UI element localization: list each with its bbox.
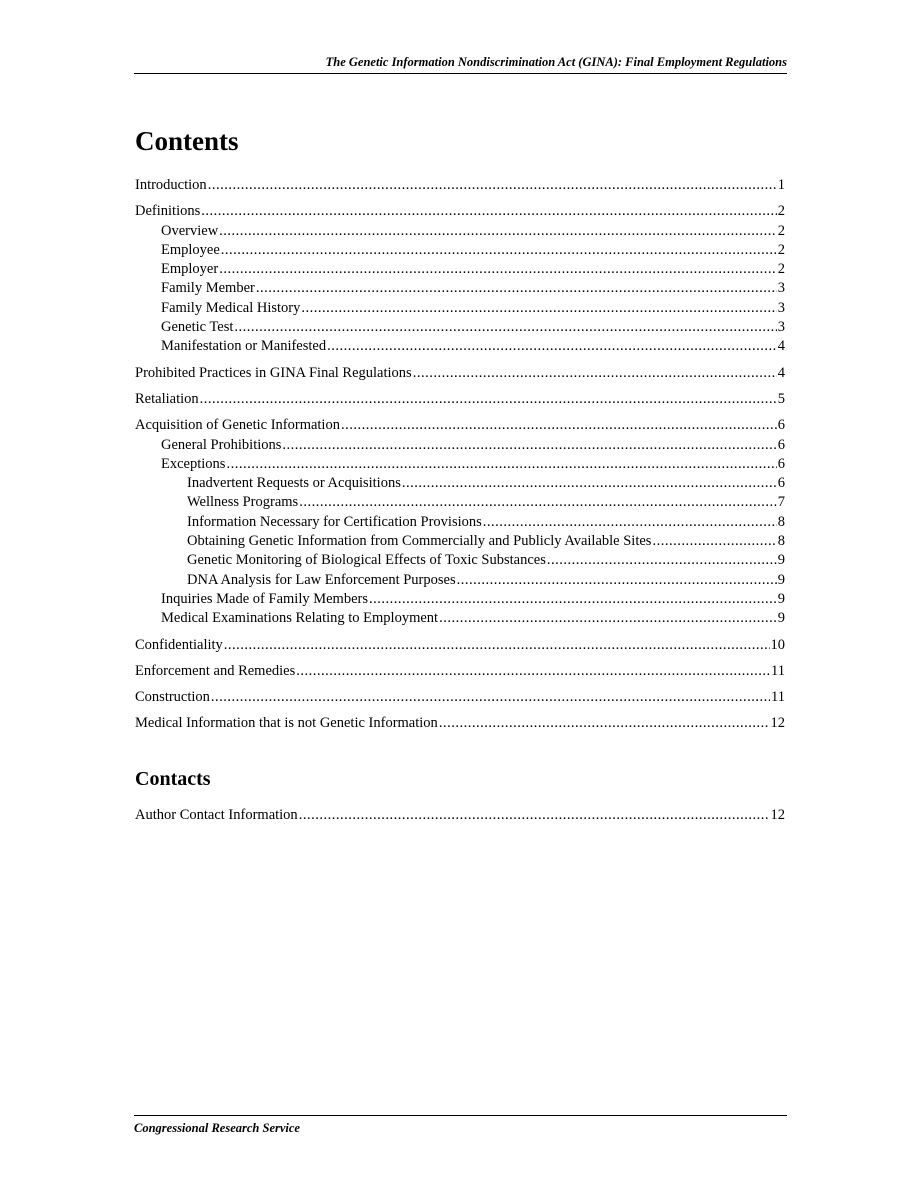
toc-entry-label: Retaliation [135, 390, 199, 407]
toc-entry-label: Genetic Monitoring of Biological Effects of Toxic Substances [187, 552, 546, 569]
dot-leader [224, 636, 770, 655]
toc-entry[interactable] [135, 590, 785, 609]
toc-entry-page-number: 6 [777, 455, 785, 472]
dot-leader [296, 662, 770, 681]
contents-heading: Contents [135, 126, 239, 156]
dot-leader [299, 493, 777, 512]
toc-entry-label: Overview [161, 222, 219, 239]
toc-entry[interactable] [135, 176, 785, 195]
toc-entry-label: Employee [161, 241, 220, 258]
toc-entry[interactable] [135, 493, 785, 512]
dot-leader [439, 714, 770, 733]
dot-leader [201, 202, 777, 221]
toc-entry[interactable] [135, 609, 785, 628]
dot-leader [256, 279, 777, 298]
toc-entry[interactable] [135, 337, 785, 356]
toc-entry-label: Wellness Programs [187, 494, 299, 511]
dot-leader [219, 222, 777, 241]
toc-entry-label: DNA Analysis for Law Enforcement Purposes [187, 571, 456, 588]
toc-entry-page-number: 8 [777, 533, 785, 550]
toc-entry[interactable] [135, 571, 785, 590]
toc-entry-label: Definitions [135, 203, 201, 220]
toc-entry-page-number: 8 [777, 513, 785, 530]
toc-entry-label: Employer [161, 261, 219, 278]
toc-entry-label: Information Necessary for Certification Provisions [187, 513, 482, 530]
contacts-list [135, 806, 785, 825]
dot-leader [327, 337, 777, 356]
toc-entry[interactable] [135, 416, 785, 435]
dot-leader [652, 532, 776, 551]
toc-entry-page-number: 2 [777, 241, 785, 258]
toc-entry[interactable] [135, 279, 785, 298]
toc-entry[interactable] [135, 299, 785, 318]
toc-entry-page-number: 9 [777, 571, 785, 588]
dot-leader [413, 364, 777, 383]
toc-entry[interactable] [135, 513, 785, 532]
toc-entry-page-number: 3 [777, 319, 785, 336]
toc-entry[interactable] [135, 436, 785, 455]
toc-entry-label: Construction [135, 689, 210, 706]
toc-entry-label: General Prohibitions [161, 436, 282, 453]
toc-entry-page-number: 1 [777, 177, 785, 193]
toc-entry-page-number: 2 [777, 261, 785, 278]
dot-leader [301, 299, 776, 318]
toc-entry[interactable] [135, 260, 785, 279]
toc-entry-page-number: 11 [771, 662, 785, 679]
toc-entry-label: Inquiries Made of Family Members [161, 590, 368, 607]
page-footer: Congressional Research Service [134, 1115, 787, 1136]
dot-leader [211, 688, 770, 707]
toc-entry-label: Medical Information that is not Genetic Information [135, 715, 438, 732]
toc-entry-label: Introduction [135, 177, 207, 193]
toc-entry-label: Medical Examinations Relating to Employment [161, 610, 439, 627]
toc-entry[interactable] [135, 662, 785, 681]
toc-entry-page-number: 3 [777, 280, 785, 297]
toc-entry-page-number: 9 [777, 610, 785, 627]
dot-leader [457, 571, 777, 590]
toc-entry[interactable] [135, 222, 785, 241]
toc-entry-label: Confidentiality [135, 636, 223, 653]
toc-entry[interactable] [135, 688, 785, 707]
toc-entry-page-number: 6 [777, 417, 785, 434]
toc-entry-page-number: 5 [777, 390, 785, 407]
dot-leader [200, 390, 777, 409]
toc-entry[interactable] [135, 364, 785, 383]
toc-entry[interactable] [135, 241, 785, 260]
dot-leader [282, 436, 776, 455]
dot-leader [234, 318, 776, 337]
toc-entry-page-number: 2 [777, 203, 785, 220]
dot-leader [219, 260, 777, 279]
toc-entry-page-number: 10 [770, 636, 785, 653]
toc-entry-page-number: 4 [777, 364, 785, 381]
toc-entry-label: Genetic Test [161, 319, 234, 336]
toc-entry-page-number: 4 [777, 338, 785, 355]
toc-entry-label: Family Medical History [161, 299, 301, 316]
toc-entry-page-number: 11 [771, 689, 785, 706]
toc-entry-page-number: 3 [777, 299, 785, 316]
toc-entry-label: Acquisition of Genetic Information [135, 417, 340, 434]
dot-leader [341, 416, 777, 435]
toc-entry[interactable] [135, 714, 785, 733]
toc-entry[interactable] [135, 636, 785, 655]
toc-entry[interactable] [135, 532, 785, 551]
toc-entry-page-number: 6 [777, 436, 785, 453]
toc-entry-label: Inadvertent Requests or Acquisitions [187, 475, 401, 492]
dot-leader [439, 609, 777, 628]
contacts-heading: Contacts [135, 768, 211, 790]
toc-entry-label: Author Contact Information [135, 807, 298, 823]
toc-entry-page-number: 9 [777, 552, 785, 569]
toc-entry[interactable] [135, 806, 785, 825]
toc-entry-label: Enforcement and Remedies [135, 662, 296, 679]
toc-entry-page-number: 9 [777, 590, 785, 607]
dot-leader [226, 455, 776, 474]
toc-entry-page-number: 2 [777, 222, 785, 239]
toc-entry[interactable] [135, 551, 785, 570]
dot-leader [369, 590, 777, 609]
dot-leader [299, 806, 770, 825]
toc-entry-label: Manifestation or Manifested [161, 338, 327, 355]
toc-entry-label: Family Member [161, 280, 255, 297]
toc-entry-label: Prohibited Practices in GINA Final Regulations [135, 364, 412, 381]
dot-leader [483, 513, 777, 532]
dot-leader [208, 176, 777, 195]
running-header: The Genetic Information Nondiscrimination Act (GINA): Final Employment Regulations [134, 55, 787, 74]
toc-entry[interactable] [135, 318, 785, 337]
table-of-contents [135, 176, 785, 734]
dot-leader [221, 241, 777, 260]
toc-entry-page-number: 12 [770, 807, 785, 823]
toc-entry[interactable] [135, 202, 785, 221]
toc-entry-page-number: 12 [770, 715, 785, 732]
toc-entry-label: Exceptions [161, 455, 226, 472]
toc-entry[interactable] [135, 390, 785, 409]
dot-leader [547, 551, 777, 570]
toc-entry-page-number: 7 [777, 494, 785, 511]
toc-entry-label: Obtaining Genetic Information from Commercially and Publicly Available Sites [187, 533, 652, 550]
toc-entry[interactable] [135, 474, 785, 493]
toc-entry-page-number: 6 [777, 475, 785, 492]
toc-entry[interactable] [135, 455, 785, 474]
dot-leader [402, 474, 777, 493]
